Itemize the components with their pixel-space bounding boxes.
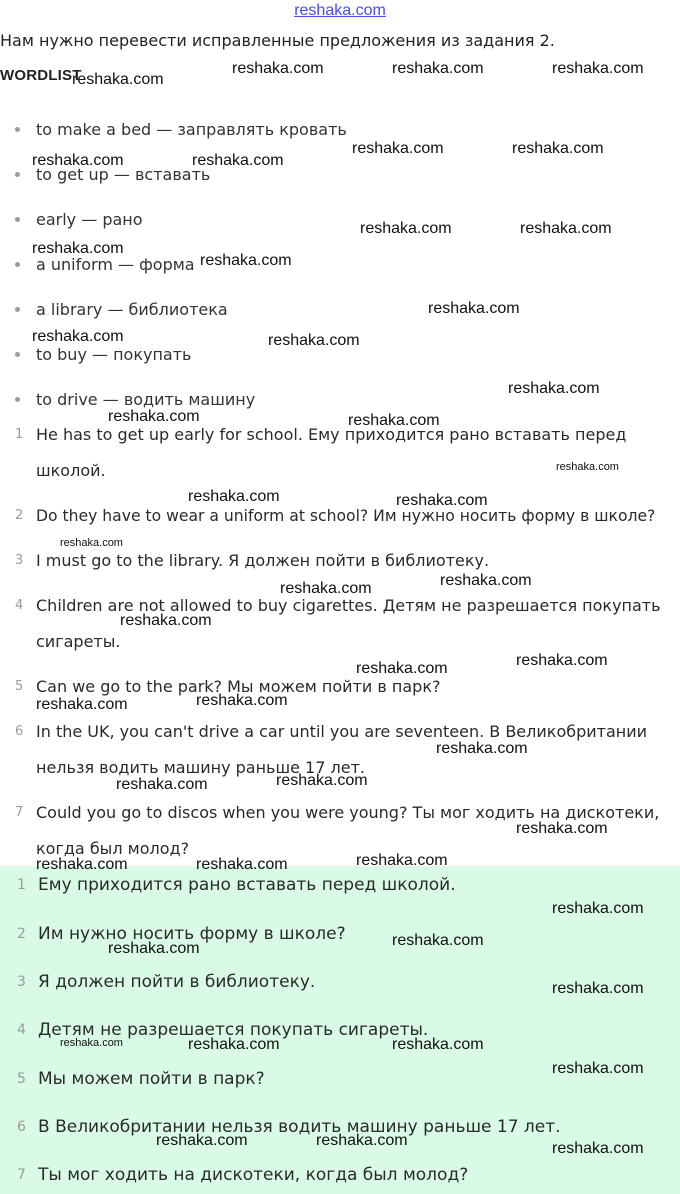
sentence-item: [0, 498, 680, 534]
bullet-dot-icon: [15, 217, 20, 222]
sentence-item: [0, 417, 680, 489]
answer-number: 7: [17, 1167, 26, 1183]
watermark: reshaka.com: [188, 488, 280, 505]
wordlist-item: a uniform — форма: [15, 255, 195, 274]
watermark: reshaka.com: [440, 572, 532, 589]
watermark: reshaka.com: [508, 380, 600, 397]
watermark: reshaka.com: [516, 820, 608, 837]
sentence-text: He has to get up early for school. Ему приходится рано вставать перед школой.: [36, 425, 627, 480]
watermark: reshaka.com: [552, 900, 644, 917]
watermark: reshaka.com: [552, 980, 644, 997]
bullet-dot-icon: [15, 262, 20, 267]
sentence-number: 1: [15, 427, 24, 442]
wordlist-item: to make a bed — заправлять кровать: [15, 120, 347, 139]
watermark: reshaka.com: [32, 152, 124, 169]
watermark: reshaka.com: [268, 332, 360, 349]
watermark: reshaka.com: [356, 852, 448, 869]
bullet-dot-icon: [15, 352, 20, 357]
watermark: reshaka.com: [60, 1037, 123, 1049]
answer-text: Детям не разрешается покупать сигареты.: [38, 1020, 429, 1040]
answer-text: В Великобритании нельзя водить машину раньше 17 лет.: [38, 1117, 561, 1137]
site-link[interactable]: reshaka.com: [294, 2, 386, 19]
watermark: reshaka.com: [36, 696, 128, 713]
watermark: reshaka.com: [108, 940, 200, 957]
bullet-dot-icon: [15, 127, 20, 132]
answer-text: Ты мог ходить на дискотеки, когда был молод?: [38, 1165, 469, 1185]
sentence-number: 6: [15, 724, 24, 739]
sentence-number: 2: [15, 508, 24, 523]
watermark: reshaka.com: [352, 140, 444, 157]
bullet-dot-icon: [15, 307, 20, 312]
wordlist-item: early — рано: [15, 210, 143, 229]
watermark: reshaka.com: [72, 71, 164, 88]
watermark: reshaka.com: [196, 692, 288, 709]
watermark: reshaka.com: [232, 60, 324, 77]
watermark: reshaka.com: [556, 461, 619, 473]
watermark: reshaka.com: [360, 220, 452, 237]
sentence-text: Could you go to discos when you were young? Ты мог ходить на дискотеки, когда был молод?: [36, 803, 660, 858]
watermark: reshaka.com: [436, 740, 528, 757]
watermark: reshaka.com: [188, 1036, 280, 1053]
watermark: reshaka.com: [552, 1060, 644, 1077]
watermark: reshaka.com: [356, 660, 448, 677]
watermark: reshaka.com: [108, 408, 200, 425]
watermark: reshaka.com: [156, 1132, 248, 1149]
wordlist-item: to get up — вставать: [15, 165, 210, 184]
watermark: reshaka.com: [512, 140, 604, 157]
wordlist-item: to drive — водить машину: [15, 390, 255, 409]
watermark: reshaka.com: [280, 580, 372, 597]
answer-text: Им нужно носить форму в школе?: [38, 924, 346, 944]
sentence-item: [0, 588, 680, 660]
watermark: reshaka.com: [552, 1140, 644, 1157]
watermark: reshaka.com: [32, 328, 124, 345]
sentence-text: Do they have to wear a uniform at school? Им нужно носить форму в школе?: [36, 507, 656, 525]
watermark: reshaka.com: [116, 776, 208, 793]
answer-number: 5: [17, 1071, 26, 1087]
sentence-number: 5: [15, 679, 24, 694]
watermark: reshaka.com: [520, 220, 612, 237]
watermark: reshaka.com: [392, 1036, 484, 1053]
watermark: reshaka.com: [396, 492, 488, 509]
sentence-text: Can we go to the park? Мы можем пойти в парк?: [36, 677, 441, 696]
sentence-number: 4: [15, 598, 24, 613]
watermark: reshaka.com: [552, 60, 644, 77]
watermark: reshaka.com: [192, 152, 284, 169]
wordlist-item: a library — библиотека: [15, 300, 228, 319]
bullet-dot-icon: [15, 172, 20, 177]
watermark: reshaka.com: [196, 856, 288, 873]
watermark: reshaka.com: [276, 772, 368, 789]
sentence-text: I must go to the library. Я должен пойти в библиотеку.: [36, 551, 490, 570]
watermark: reshaka.com: [60, 537, 123, 549]
intro-text: Нам нужно перевести исправленные предложения из задания 2.: [0, 31, 555, 50]
watermark: reshaka.com: [348, 412, 440, 429]
answer-number: 6: [17, 1119, 26, 1135]
watermark: reshaka.com: [516, 652, 608, 669]
sentence-text: Children are not allowed to buy cigarettes. Детям не разрешается покупать сигареты.: [36, 596, 661, 651]
bullet-dot-icon: [15, 397, 20, 402]
watermark: reshaka.com: [200, 252, 292, 269]
wordlist-heading: WORDLIST: [0, 67, 82, 84]
sentence-number: 7: [15, 805, 24, 820]
answer-number: 2: [17, 926, 26, 942]
answer-text: Мы можем пойти в парк?: [38, 1069, 265, 1089]
watermark: reshaka.com: [36, 856, 128, 873]
sentence-text: In the UK, you can't drive a car until you are seventeen. В Великобритании нельзя водить машину раньше 17 лет.: [36, 722, 648, 777]
answer-text: Ему приходится рано вставать перед школой.: [38, 875, 456, 895]
watermark: reshaka.com: [392, 60, 484, 77]
answer-number: 1: [17, 877, 26, 893]
wordlist-item: to buy — покупать: [15, 345, 191, 364]
watermark: reshaka.com: [316, 1132, 408, 1149]
watermark: reshaka.com: [120, 612, 212, 629]
watermark: reshaka.com: [32, 240, 124, 257]
answer-number: 4: [17, 1022, 26, 1038]
answer-number: 3: [17, 974, 26, 990]
watermark: reshaka.com: [428, 300, 520, 317]
answer-text: Я должен пойти в библиотеку.: [38, 972, 316, 992]
sentence-number: 3: [15, 553, 24, 568]
watermark: reshaka.com: [392, 932, 484, 949]
